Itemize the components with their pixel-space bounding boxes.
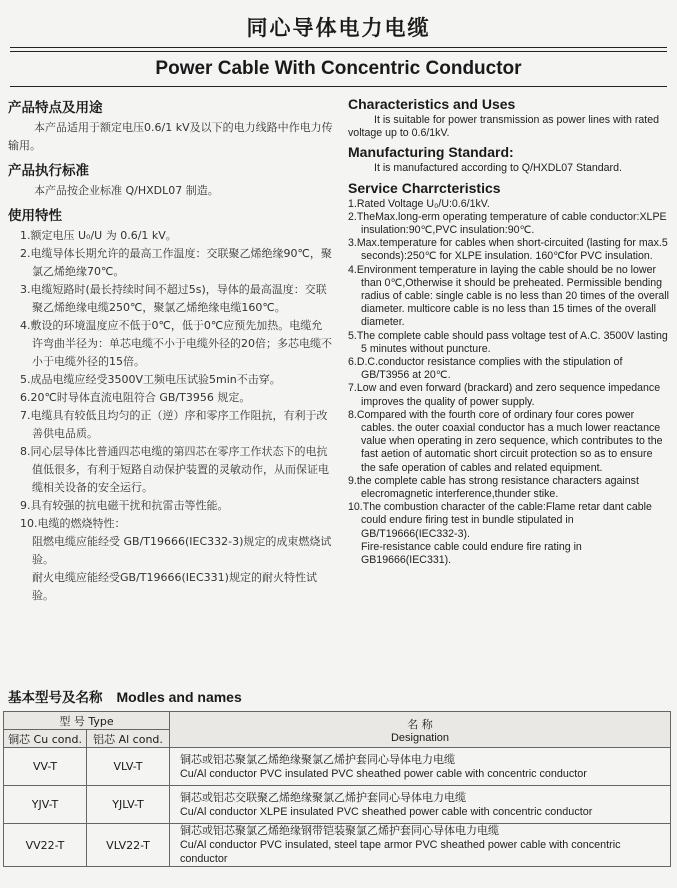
list-item: 2.TheMax.long-erm operating temperature of cable conductor:XLPE insulation:90℃,PVC insulation:90℃. xyxy=(348,210,667,237)
list-item: 1.额定电压 U₀/U 为 0.6/1 kV。 xyxy=(20,229,177,242)
cu-model: YJV-T xyxy=(4,786,87,824)
list-subitem-fire: 耐火电缆应能经受GB/T19666(IEC331)规定的耐火特性试验。 xyxy=(32,571,317,602)
list-item: 3.Max.temperature for cables when short-circuited (lasting for max.5 seconds):250℃ for XLPE insulation. 160℃for PVC insulation. xyxy=(348,237,668,263)
page-title-cn: 同心导体电力电缆 xyxy=(246,16,431,40)
al-model: VLV-T xyxy=(87,748,170,786)
designation-header xyxy=(170,712,671,748)
designation-en: Cu/Al conductor XLPE insulated PVC sheathed power cable with concentric conductor xyxy=(180,805,593,818)
heading-standard-en: Manufacturing Standard: xyxy=(348,144,514,161)
heading-features-en: Characteristics and Uses xyxy=(348,96,516,112)
title-rule-top-inner xyxy=(10,51,667,52)
service-list-en xyxy=(348,198,670,568)
title-rule-top xyxy=(10,47,667,48)
type-header: 型 号 Type xyxy=(4,712,170,730)
list-item: 7.Low and even forward (brackard) and zero sequence impedance improves the quality of power supply. xyxy=(348,382,661,408)
list-item: 8.Compared with the fourth core of ordinary four cores power cables. the outer coaxial conductor has a much lower reactance value when operating in zero sequence, which contributes to the fast aetion of automatic short circuit protection so as to ensure the safe operation of cables and related equipment. xyxy=(348,408,663,474)
title-rule-bottom xyxy=(10,86,667,87)
standard-text-cn: 本产品按企业标准 Q/HXDL07 制造。 xyxy=(34,184,219,197)
list-item: 9.the complete cable has strong resistance characters against elecromagnetic interference,thunder stike. xyxy=(348,474,639,501)
list-item: 7.电缆具有较低且均匀的正（逆）序和零序工作阻抗，有利于改善供电品质。 xyxy=(20,409,328,440)
list-item: 3.电缆短路时(最长持续时间不超过5s)，导体的最高温度：交联聚乙烯绝缘电缆250℃，聚氯乙烯绝缘电缆160℃。 xyxy=(20,283,327,314)
table-row xyxy=(4,748,671,786)
list-item: 4.Environment temperature in laying the cable should be no lower than 0℃,Otherwise it should be preheated. Permissible bending radius of cable: single cable is no less than 20 times of the overall diameter. multicore cable is no less than 15 times of the overall diameter. xyxy=(348,263,669,329)
heading-standard-cn: 产品执行标准 xyxy=(8,163,89,179)
designation-cn: 铜芯或铝芯聚氯乙烯绝缘聚氯乙烯护套同心导体电力电缆 xyxy=(180,752,455,766)
list-item: 6.20℃时导体直流电阻符合 GB/T3956 规定。 xyxy=(20,391,251,404)
designation-header-en: Designation xyxy=(390,731,450,744)
designation-cn: 铜芯或铝芯交联聚乙烯绝缘聚氯乙烯护套同心导体电力电缆 xyxy=(180,790,466,804)
list-item: 9.具有较强的抗电磁干扰和抗雷击等性能。 xyxy=(20,499,229,512)
list-subitem-flame: 阻燃电缆应能经受 GB/T19666(IEC332-3)规定的成束燃烧试验。 xyxy=(32,535,332,566)
chinese-column xyxy=(8,92,333,605)
cu-header: 铜芯 Cu cond. xyxy=(4,730,87,748)
al-model: YJLV-T xyxy=(87,786,170,824)
list-item: 5.The complete cable should pass voltage test of A.C. 3500V lasting 5 minutes without puncture. xyxy=(348,329,668,355)
designation-cell xyxy=(170,824,671,867)
cu-model: VV-T xyxy=(4,748,87,786)
designation-cell xyxy=(170,748,671,786)
heading-service-en: Service Charrcteristics xyxy=(348,179,501,196)
heading-service-cn: 使用特性 xyxy=(8,208,62,224)
designation-en: Cu/Al conductor PVC insulated PVC sheathed power cable with concentric conductor xyxy=(180,767,587,780)
models-title-en: Modles and names xyxy=(116,689,242,705)
list-item: 8.同心层导体比普通四芯电缆的第四芯在零序工作状态下的电抗值低很多，有利于短路自动保护装置的灵敏动作，从而保证电缆相关设备的安全运行。 xyxy=(20,445,329,494)
table-row xyxy=(4,786,671,824)
designation-en: Cu/Al conductor PVC insulated, steel tape armor PVC sheathed power cable with concentric conductor xyxy=(180,839,621,865)
list-item: 5.成品电缆应经受3500V工频电压试验5min不击穿。 xyxy=(20,373,281,386)
page-title-en: Power Cable With Concentric Conductor xyxy=(155,58,522,79)
service-list-cn xyxy=(8,227,333,605)
english-column xyxy=(348,92,670,567)
cu-model: VV22-T xyxy=(4,824,87,867)
al-model: VLV22-T xyxy=(87,824,170,867)
designation-cn: 铜芯或铝芯聚氯乙烯绝缘钢带铠装聚氯乙烯护套同心导体电力电缆 xyxy=(180,824,499,837)
designation-cell xyxy=(170,786,671,824)
features-text-en: It is suitable for power transmission as power lines with rated voltage up to 0.6/1kV. xyxy=(348,114,659,140)
designation-header-cn: 名 称 xyxy=(407,717,433,731)
list-item: 4.敷设的环境温度应不低于0℃，低于0℃应预先加热。电缆允许弯曲半径为：单芯电缆不小于电缆外径的20倍；多芯电缆不小于电缆外径的15倍。 xyxy=(20,319,332,368)
models-table xyxy=(3,711,671,867)
list-subitem-fire: Fire-resistance cable could endure fire rating in GB19666(IEC331). xyxy=(361,540,582,567)
standard-text-en: It is manufactured according to Q/HXDL07 Standard. xyxy=(374,162,622,175)
models-title-cn: 基本型号及名称 xyxy=(8,690,103,706)
list-item: 6.D.C.conductor resistance complies with the stipulation of GB/T3956 at 20℃. xyxy=(348,356,623,382)
heading-features-cn: 产品特点及用途 xyxy=(8,100,103,116)
models-section-title xyxy=(8,686,242,706)
al-header: 铝芯 Al cond. xyxy=(87,730,170,748)
table-row xyxy=(4,824,671,867)
features-text-cn: 本产品适用于额定电压0.6/1 kV及以下的电力线路中作电力传输用。 xyxy=(8,121,333,152)
list-item: 2.电缆导体长期允许的最高工作温度：交联聚乙烯绝缘90℃，聚氯乙烯绝缘70℃。 xyxy=(20,247,332,278)
list-item: 1.Rated Voltage U₀/U:0.6/1kV. xyxy=(348,197,490,210)
list-item: 10.电缆的燃烧特性： xyxy=(20,517,126,530)
list-item: 10.The combustion character of the cable:Flame retar dant cable could endure firing test in bundle stipulated in GB/T19666(IEC332-3). xyxy=(348,501,652,540)
